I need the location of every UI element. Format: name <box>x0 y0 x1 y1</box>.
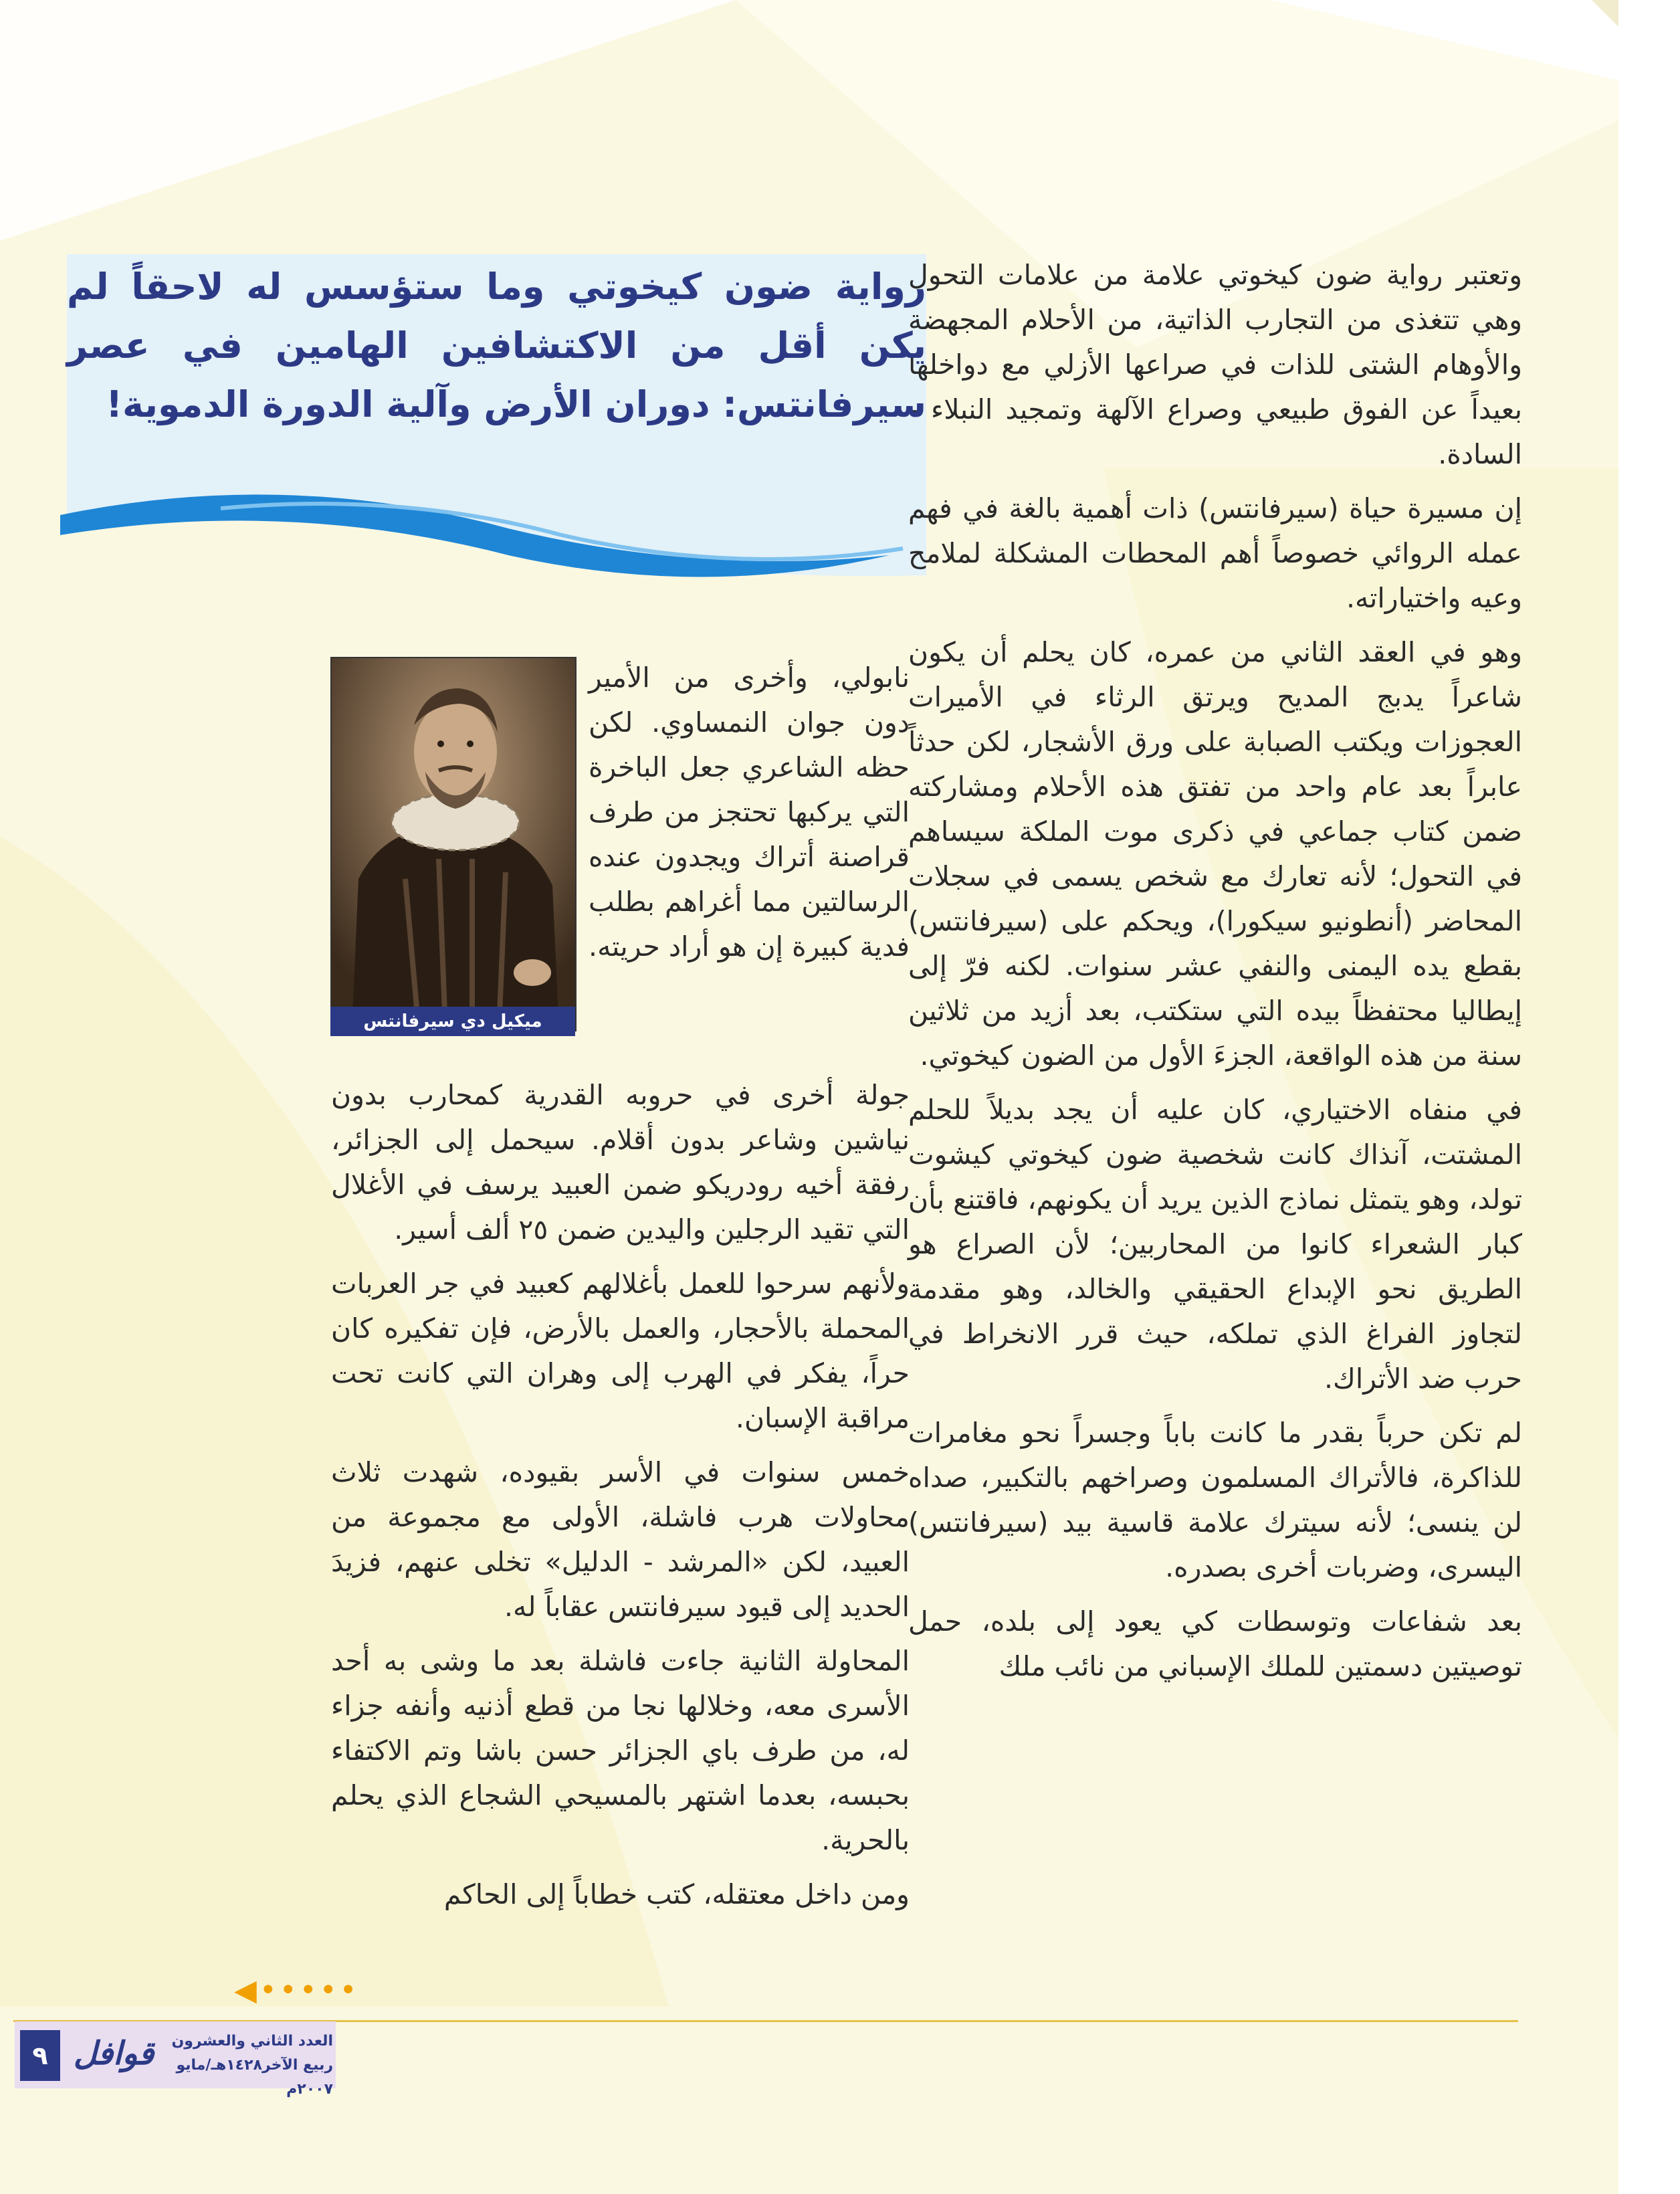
paragraph: وهو في العقد الثاني من عمره، كان يحلم أن يكون شاعراً يدبج المديح ويرتق الرثاء في الأميرات العجوزات ويكتب الصبابة على ورق الأشجار، لكن حدثاً عابراً بعد عام واحد من تفتق هذه الأحلام ومشاركته ضمن كتاب جماعي في ذكرى موت الملكة سيساهم في التحول؛ لأنه تعارك مع شخص يسمى في سجلات المحاضر (أنطونيو سيكورا)، ويحكم على (سيرفانتس) بقطع يده اليمنى والنفي عشر سنوات. لكنه فرّ إلى إيطاليا محتفظاً بيده التي ستكتب، بعد أزيد من ثلاثين سنة من هذه الواقعة، الجزءَ الأول من الضون كيخوتي. <box>908 636 1522 1072</box>
issue-date: ربيع الآخر١٤٢٨هـ/مايو ٢٠٠٧م <box>176 2057 333 2098</box>
continue-arrow-icon: ◀••••• <box>234 1973 360 2007</box>
paragraph: نابولي، وأخرى من الأمير دون جوان النمساوي. لكن حظه الشاعري جعل الباخرة التي يركبها تحتجز من طرف قراصنة أتراك ويجدون عنده الرسالتين مما أغراهم بطلب فدية كبيرة إن هو أراد حريته. <box>589 662 910 963</box>
paragraph: المحاولة الثانية جاءت فاشلة بعد ما وشى به أحد الأسرى معه، وخلالها نجا من قطع أذنيه وأنفه جزاء له، من طرف باي الجزائر حسن باشا وتم الاكتفاء بحبسه، بعدما اشتهر بالمسيحي الشجاع الذي يحلم بالحرية. <box>331 1645 910 1856</box>
paragraph: إن مسيرة حياة (سيرفانتس) ذات أهمية بالغة في فهم عمله الروائي خصوصاً أهم المحطات المشكلة لملامح وعيه واختياراته. <box>908 492 1522 614</box>
article-left-column-top <box>589 656 910 979</box>
page-number: ٩ <box>20 2030 60 2081</box>
paragraph: جولة أخرى في حروبه القدرية كمحارب بدون نياشين وشاعر بدون أقلام. سيحمل إلى الجزائر، رفقة أخيه رودريكو ضمن العبيد يرسف في الأغلال التي تقيد الرجلين واليدين ضمن ٢٥ ألف أسير. <box>331 1079 910 1245</box>
paragraph: وتعتبر رواية ضون كيخوتي علامة من علامات التحول وهي تتغذى من التجارب الذاتية، من الأحلام المجهضة والأوهام الشتى للذات في صراعها الأزلي مع دواخلها بعيداً عن الفوق طبيعي وصراع الآلهة وتمجيد النبلاء - السادة. <box>908 259 1522 470</box>
paragraph: في منفاه الاختياري، كان عليه أن يجد بديلاً للحلم المشتت، آنذاك كانت شخصية ضون كيخوتي كيشوت تولد، وهو يتمثل نماذج الذين يريد أن يكونهم، فاقتنع بأن كبار الشعراء كانوا من المحاربين؛ لأن الصراع هو الطريق نحو الإبداع الحقيقي والخالد، وهو مقدمة لتجاوز الفراغ الذي تملكه، حيث قرر الانخراط في حرب ضد الأتراك. <box>908 1094 1522 1395</box>
paragraph: بعد شفاعات وتوسطات كي يعود إلى بلده، حمل توصيتين دسمتين للملك الإسباني من نائب ملك <box>908 1605 1522 1682</box>
pull-quote: رواية ضون كيخوتي وما ستؤسس له لاحقاً لم يكن أقل من الاكتشافين الهامين في عصر سيرفانتس: دوران الأرض وآلية الدورة الدموية! <box>67 266 926 425</box>
magazine-logo: قوافل <box>73 2035 154 2072</box>
portrait-illustration <box>332 658 575 1030</box>
issue-number: العدد الثاني والعشرون <box>171 2033 333 2050</box>
article-right-column <box>908 253 1522 1698</box>
portrait-caption: ميكيل دي سيرفانتس <box>330 1007 575 1036</box>
paragraph: لم تكن حرباً بقدر ما كانت باباً وجسراً نحو مغامرات للذاكرة، فالأتراك المسلمون وصراخهم بالتكبير، صداه لن ينسى؛ لأنه سيترك علامة قاسية بيد (سيرفانتس) اليسرى، وضربات أخرى بصدره. <box>908 1417 1522 1583</box>
issue-info <box>167 2029 333 2102</box>
paragraph: خمس سنوات في الأسر بقيوده، شهدت ثلاث محاولات هرب فاشلة، الأولى مع مجموعة من العبيد، لكن «المرشد - الدليل» تخلى عنهم، فزيدَ الحديد إلى قيود سيرفانتس عقاباً له. <box>331 1456 910 1623</box>
paragraph: ولأنهم سرحوا للعمل بأغلالهم كعبيد في جر العربات المحملة بالأحجار، والعمل بالأرض، فإن تفكيره كان حراً، يفكر في الهرب إلى وهران التي كانت تحت مراقبة الإسبان. <box>331 1268 910 1434</box>
article-left-column-bottom <box>331 1073 910 1926</box>
paragraph: ومن داخل معتقله، كتب خطاباً إلى الحاكم <box>443 1878 910 1910</box>
cervantes-portrait <box>330 657 576 1031</box>
